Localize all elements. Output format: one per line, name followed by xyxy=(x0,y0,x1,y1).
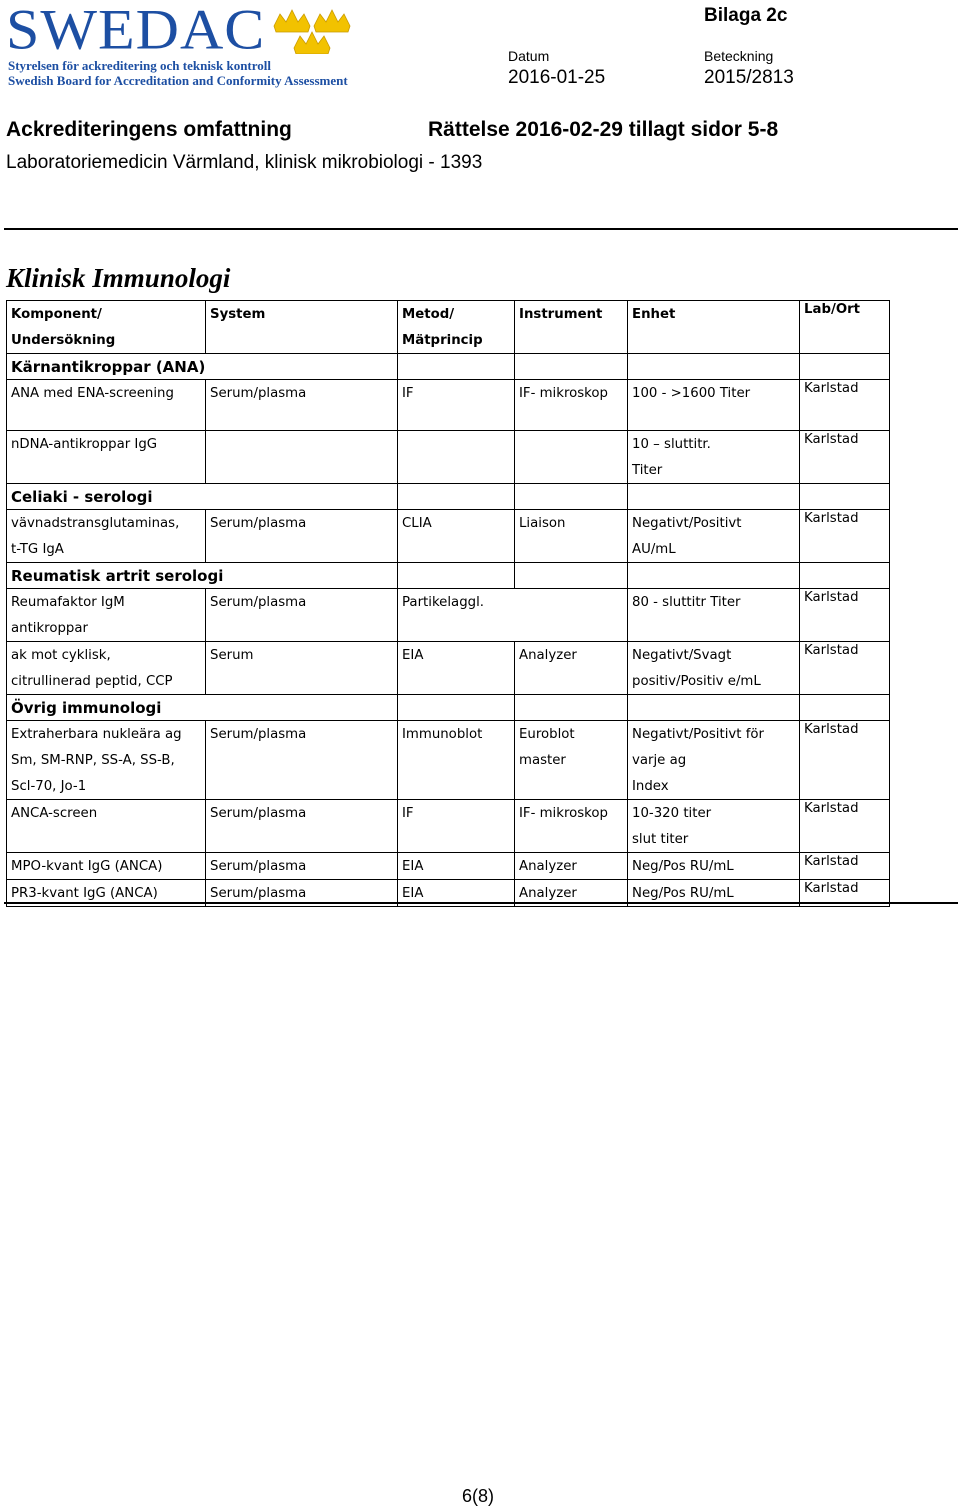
cell-metod: IF xyxy=(398,380,515,407)
cell-komponent: MPO-kvant IgG (ANCA) xyxy=(7,853,206,880)
cell-enhet: Negativt/Svagt xyxy=(628,642,800,669)
cell-metod: Partikelaggl. xyxy=(398,589,515,616)
date-value: 2016-01-25 xyxy=(508,67,606,88)
cell-komponent: ak mot cyklisk, xyxy=(7,642,206,669)
cell-enhet: Neg/Pos RU/mL xyxy=(628,853,800,880)
cell-lab: Karlstad xyxy=(800,431,890,484)
table-row xyxy=(7,510,890,537)
logo-subtitle-swedish: Styrelsen för ackreditering och teknisk kontroll xyxy=(8,58,272,73)
header-enhet: Enhet xyxy=(628,301,800,328)
cell-komponent: Reumafaktor IgM xyxy=(7,589,206,616)
table-row xyxy=(7,800,890,827)
cell-komponent: Scl-70, Jo-1 xyxy=(7,773,206,800)
section-row xyxy=(7,695,890,721)
cell-metod: EIA xyxy=(398,853,515,880)
cell-lab: Karlstad xyxy=(800,510,890,563)
header-instrument: Instrument xyxy=(515,301,628,328)
cell-lab: Karlstad xyxy=(800,589,890,642)
table-row xyxy=(7,721,890,748)
accreditation-table xyxy=(6,300,890,907)
cell-komponent: ANA med ENA-screening xyxy=(7,380,206,407)
table-row xyxy=(7,380,890,407)
table-row xyxy=(7,642,890,669)
cell-enhet: 80 - sluttitr Titer xyxy=(628,589,800,616)
cell-system: Serum/plasma xyxy=(206,380,398,407)
cell-lab: Karlstad xyxy=(800,721,890,800)
cell-system: Serum/plasma xyxy=(206,510,398,537)
cell-enhet: Titer xyxy=(628,457,800,484)
section-ana: Kärnantikroppar (ANA) xyxy=(7,354,398,380)
cell-komponent: vävnadstransglutaminas, xyxy=(7,510,206,537)
cell-lab: Karlstad xyxy=(800,380,890,407)
header-undersokning: Undersökning xyxy=(7,327,206,354)
cell-enhet: Negativt/Positivt xyxy=(628,510,800,537)
cell-lab: Karlstad xyxy=(800,800,890,853)
section-row xyxy=(7,563,890,589)
cell-lab: Karlstad xyxy=(800,880,890,907)
cell-komponent: citrullinerad peptid, CCP xyxy=(7,668,206,695)
section-row xyxy=(7,354,890,380)
cell-komponent: ANCA-screen xyxy=(7,800,206,827)
cell-lab: Karlstad xyxy=(800,642,890,695)
cell-system: Serum/plasma xyxy=(206,853,398,880)
section-celiaki: Celiaki - serologi xyxy=(7,484,398,510)
cell-metod: CLIA xyxy=(398,510,515,537)
cell-metod: Immunoblot xyxy=(398,721,515,748)
cell-instrument: Euroblot xyxy=(515,721,628,748)
cell-enhet: Negativt/Positivt för xyxy=(628,721,800,748)
correction-note: Rättelse 2016-02-29 tillagt sidor 5-8 xyxy=(428,118,779,141)
cell-enhet: 100 - >1600 Titer xyxy=(628,380,800,407)
cell-komponent: t-TG IgA xyxy=(7,536,206,563)
cell-enhet: slut titer xyxy=(628,826,800,853)
cell-komponent: nDNA-antikroppar IgG xyxy=(7,431,206,458)
section-title: Klinisk Immunologi xyxy=(6,263,231,293)
lab-name: Laboratoriemedicin Värmland, klinisk mikrobiologi - 1393 xyxy=(6,152,483,173)
top-divider xyxy=(4,228,958,230)
cell-instrument: Analyzer xyxy=(515,880,628,907)
cell-metod: IF xyxy=(398,800,515,827)
header-komponent: Komponent/ xyxy=(7,301,206,328)
cell-lab: Karlstad xyxy=(800,853,890,880)
scope-title: Ackrediteringens omfattning xyxy=(6,118,292,141)
table-row xyxy=(7,853,890,880)
header-matprincip: Mätprincip xyxy=(398,327,515,354)
cell-enhet: positiv/Positiv e/mL xyxy=(628,668,800,695)
cell-enhet: Index xyxy=(628,773,800,800)
section-ovrig: Övrig immunologi xyxy=(7,695,398,721)
cell-enhet: 10-320 titer xyxy=(628,800,800,827)
cell-system: Serum/plasma xyxy=(206,880,398,907)
cell-instrument: Analyzer xyxy=(515,853,628,880)
cell-enhet: 10 – sluttitr. xyxy=(628,431,800,458)
date-label: Datum xyxy=(508,48,550,64)
header-lab: Lab/Ort xyxy=(800,301,890,354)
reference-label: Beteckning xyxy=(704,48,774,64)
cell-instrument: master xyxy=(515,747,628,773)
appendix-label: Bilaga 2c xyxy=(704,5,788,26)
cell-instrument: IF- mikroskop xyxy=(515,800,628,827)
cell-komponent: Extraherbara nukleära ag xyxy=(7,721,206,748)
cell-instrument: IF- mikroskop xyxy=(515,380,628,407)
section-row xyxy=(7,484,890,510)
table-header-row xyxy=(7,301,890,328)
section-reumatisk: Reumatisk artrit serologi xyxy=(7,563,398,589)
table-row xyxy=(7,431,890,458)
cell-enhet: AU/mL xyxy=(628,536,800,563)
page-number: 6(8) xyxy=(462,1486,495,1506)
cell-komponent: PR3-kvant IgG (ANCA) xyxy=(7,880,206,907)
cell-instrument: Liaison xyxy=(515,510,628,537)
cell-instrument: Analyzer xyxy=(515,642,628,669)
cell-komponent: antikroppar xyxy=(7,615,206,642)
bottom-divider xyxy=(4,902,958,904)
header-system: System xyxy=(206,301,398,328)
cell-komponent: Sm, SM-RNP, SS-A, SS-B, xyxy=(7,747,206,773)
cell-system: Serum/plasma xyxy=(206,800,398,827)
cell-metod: EIA xyxy=(398,642,515,669)
cell-system: Serum/plasma xyxy=(206,721,398,748)
crowns-icon xyxy=(270,4,354,54)
cell-metod: EIA xyxy=(398,880,515,907)
cell-enhet: Neg/Pos RU/mL xyxy=(628,880,800,907)
cell-system: Serum xyxy=(206,642,398,669)
header-metod: Metod/ xyxy=(398,301,515,328)
table-header-row xyxy=(7,327,890,354)
cell-enhet: varje ag xyxy=(628,747,800,773)
table-row xyxy=(7,589,890,616)
cell-system: Serum/plasma xyxy=(206,589,398,616)
swedac-logo-wordmark: SWEDAC xyxy=(6,0,266,61)
logo-subtitle-english: Swedish Board for Accreditation and Conformity Assessment xyxy=(8,73,348,88)
reference-value: 2015/2813 xyxy=(704,67,794,88)
